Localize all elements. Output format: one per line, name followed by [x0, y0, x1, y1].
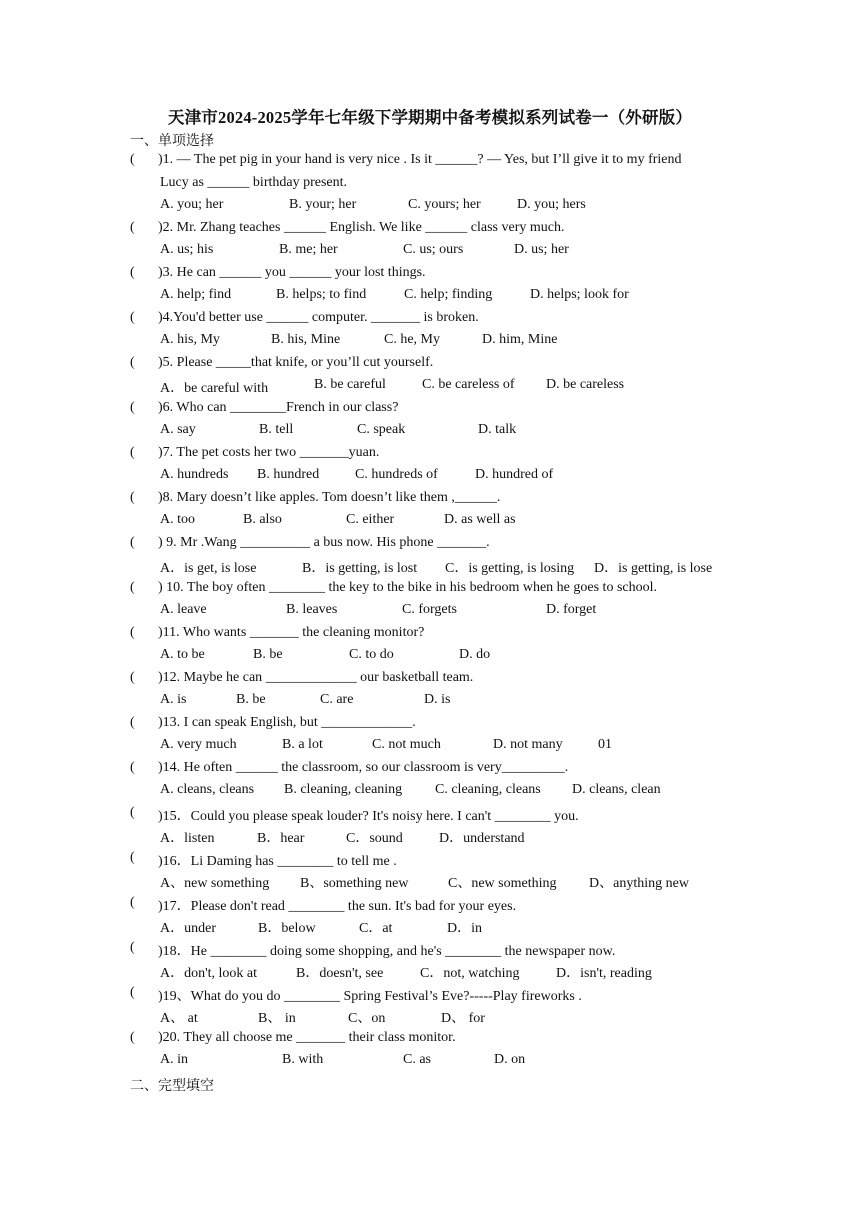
answer-option: C．sound [346, 831, 403, 846]
question-text: )15．Could you please speak louder? It's noisy here. I can't ________ you. [158, 808, 579, 824]
answer-bracket[interactable]: ( [130, 984, 135, 1000]
answer-option: C. to do [349, 647, 394, 662]
section-heading-1: 一、单项选择 [130, 134, 214, 149]
answer-bracket[interactable]: ( [130, 624, 135, 640]
options-row [160, 1007, 760, 1025]
question-text: )20. They all choose me _______ their class monitor. [158, 1029, 456, 1045]
answer-option: B．is getting, is lost [302, 561, 418, 576]
answer-bracket[interactable]: ( [130, 534, 135, 550]
answer-bracket[interactable]: ( [130, 309, 135, 325]
section-heading-2: 二、完型填空 [130, 1078, 214, 1094]
answer-option: C．not, watching [420, 966, 520, 981]
answer-option: D. is [424, 692, 451, 707]
answer-option: A. in [160, 1052, 188, 1067]
question-text: )1. — The pet pig in your hand is very nice . Is it ______? — Yes, but I’ll give it to my friend [158, 152, 682, 167]
answer-option: B. a lot [282, 737, 323, 752]
answer-option: D．isn't, reading [556, 966, 652, 981]
answer-option: B、 in [258, 1011, 296, 1026]
question-text: )17．Please don't read ________ the sun. It's bad for your eyes. [158, 898, 517, 914]
answer-option: C. are [320, 692, 354, 707]
question-text: )12. Maybe he can _____________ our basketball team. [158, 669, 474, 685]
question-text: )4.You'd better use ______ computer. _______ is broken. [158, 309, 479, 325]
answer-option: A. his, My [160, 332, 220, 347]
answer-option: C. yours; her [408, 197, 481, 212]
question-text: )16．Li Daming has ________ to tell me . [158, 853, 397, 869]
question-text: )19、What do you do ________ Spring Festival’s Eve?-----Play fireworks . [158, 988, 582, 1004]
answer-option: B. tell [259, 422, 294, 437]
answer-option: A. help; find [160, 287, 232, 302]
question-text: ) 9. Mr .Wang __________ a bus now. His phone _______. [158, 534, 490, 550]
answer-option: C. hundreds of [355, 467, 438, 482]
options-row [160, 332, 760, 350]
question-text: )3. He can ______ you ______ your lost things. [158, 264, 426, 280]
answer-option: A. say [160, 422, 196, 437]
question-text-continued: Lucy as ______ birthday present. [160, 174, 348, 190]
answer-option: D．is getting, is lose [594, 561, 713, 576]
answer-option: B. be careful [314, 377, 386, 392]
options-row [160, 1052, 760, 1070]
question-text: )18．He ________ doing some shopping, and he's ________ the newspaper now. [158, 943, 616, 959]
options-row [160, 467, 760, 485]
answer-bracket[interactable]: ( [130, 804, 135, 820]
answer-option: C、on [348, 1011, 386, 1026]
answer-option: B. with [282, 1052, 324, 1067]
options-row [160, 512, 760, 530]
answer-bracket[interactable]: ( [130, 219, 135, 235]
answer-bracket[interactable]: ( [130, 939, 135, 955]
options-row [160, 557, 760, 575]
options-row [160, 602, 760, 620]
answer-option: A．don't, look at [160, 966, 258, 981]
answer-option: B. be [253, 647, 283, 662]
options-row [160, 422, 760, 440]
answer-option: A、 at [160, 1011, 198, 1026]
answer-bracket[interactable]: ( [130, 759, 135, 775]
options-row [160, 917, 760, 935]
answer-bracket[interactable]: ( [130, 264, 135, 280]
answer-bracket[interactable]: ( [130, 444, 135, 460]
answer-option: C. be careless of [422, 377, 515, 392]
answer-option: D. cleans, clean [572, 782, 661, 797]
answer-option: D. forget [546, 602, 597, 617]
answer-option: A. very much [160, 737, 237, 752]
options-row [160, 737, 760, 755]
options-row [160, 692, 760, 710]
answer-bracket[interactable]: ( [130, 152, 135, 167]
answer-option: D. not many [493, 737, 563, 752]
answer-option: A. leave [160, 602, 207, 617]
answer-option: C．at [359, 921, 393, 936]
answer-option: D. do [459, 647, 491, 662]
answer-option: D. him, Mine [482, 332, 558, 347]
answer-option: B、something new [300, 876, 409, 891]
answer-option: D、anything new [589, 876, 689, 891]
answer-option: D、 for [441, 1011, 485, 1026]
answer-option: B. be [236, 692, 266, 707]
question-text: )2. Mr. Zhang teaches ______ English. We like ______ class very much. [158, 219, 565, 235]
question-text: )7. The pet costs her two _______yuan. [158, 444, 380, 460]
answer-option: D. hundred of [475, 467, 554, 482]
question-text: )13. I can speak English, but _____________. [158, 714, 416, 730]
answer-option: C. help; finding [404, 287, 493, 302]
answer-option: D. as well as [444, 512, 516, 527]
options-row [160, 377, 760, 395]
answer-option: D. us; her [514, 242, 569, 257]
answer-option: B．below [258, 921, 316, 936]
answer-bracket[interactable]: ( [130, 669, 135, 685]
answer-option: D. on [494, 1052, 526, 1067]
answer-option: B. cleaning, cleaning [284, 782, 403, 797]
answer-option: D. you; hers [517, 197, 586, 212]
answer-option: C. he, My [384, 332, 440, 347]
answer-option: A. is [160, 692, 187, 707]
options-row [160, 782, 760, 800]
answer-option: A. us; his [160, 242, 214, 257]
answer-option: 01 [598, 737, 612, 752]
answer-option: C. cleaning, cleans [435, 782, 541, 797]
options-row [160, 287, 760, 305]
options-row [160, 962, 760, 980]
answer-option: A．is get, is lose [160, 561, 257, 576]
answer-option: A. to be [160, 647, 205, 662]
answer-bracket[interactable]: ( [130, 489, 135, 505]
answer-option: D. talk [478, 422, 517, 437]
options-row [160, 827, 760, 845]
answer-option: C. speak [357, 422, 406, 437]
answer-option: B. also [243, 512, 282, 527]
answer-bracket[interactable]: ( [130, 894, 135, 910]
answer-option: D．in [447, 921, 482, 936]
answer-bracket[interactable]: ( [130, 714, 135, 730]
options-row [160, 197, 760, 215]
answer-bracket[interactable]: ( [130, 354, 135, 370]
answer-option: C、new something [448, 876, 557, 891]
answer-option: A. hundreds [160, 467, 229, 482]
answer-option: C. not much [372, 737, 441, 752]
answer-option: A. you; her [160, 197, 224, 212]
options-row [160, 242, 760, 260]
options-row [160, 872, 760, 890]
answer-bracket[interactable]: ( [130, 849, 135, 865]
question-text: )6. Who can ________French in our class? [158, 399, 399, 415]
answer-option: C. as [403, 1052, 431, 1067]
answer-option: A．be careful with [160, 381, 269, 396]
answer-option: C. forgets [402, 602, 457, 617]
answer-option: C．is getting, is losing [445, 561, 575, 576]
answer-bracket[interactable]: ( [130, 1029, 135, 1045]
answer-option: D．understand [439, 831, 525, 846]
answer-bracket[interactable]: ( [130, 579, 135, 595]
question-text: ) 10. The boy often ________ the key to the bike in his bedroom when he goes to school. [158, 579, 657, 595]
answer-option: C. us; ours [403, 242, 464, 257]
answer-option: D. helps; look for [530, 287, 629, 302]
answer-option: B. hundred [257, 467, 320, 482]
answer-option: A．under [160, 921, 216, 936]
answer-option: B. your; her [289, 197, 357, 212]
answer-option: B．hear [257, 831, 305, 846]
answer-option: B. leaves [286, 602, 338, 617]
answer-option: A．listen [160, 831, 215, 846]
answer-option: D. be careless [546, 377, 625, 392]
answer-option: A、new something [160, 876, 270, 891]
question-text: )5. Please _____that knife, or you’ll cut yourself. [158, 354, 434, 370]
answer-option: B. his, Mine [271, 332, 341, 347]
question-text: )11. Who wants _______ the cleaning monitor? [158, 624, 425, 640]
answer-option: A. too [160, 512, 195, 527]
page-title: 天津市2024-2025学年七年级下学期期中备考模拟系列试卷一（外研版） [167, 108, 693, 127]
answer-option: A. cleans, cleans [160, 782, 255, 797]
answer-bracket[interactable]: ( [130, 399, 135, 415]
answer-option: B．doesn't, see [296, 966, 384, 981]
question-text: )8. Mary doesn’t like apples. Tom doesn’t like them ,______. [158, 489, 501, 505]
answer-option: B. helps; to find [276, 287, 367, 302]
options-row [160, 647, 760, 665]
answer-option: B. me; her [279, 242, 338, 257]
question-text: )14. He often ______ the classroom, so our classroom is very_________. [158, 759, 569, 775]
answer-option: C. either [346, 512, 395, 527]
